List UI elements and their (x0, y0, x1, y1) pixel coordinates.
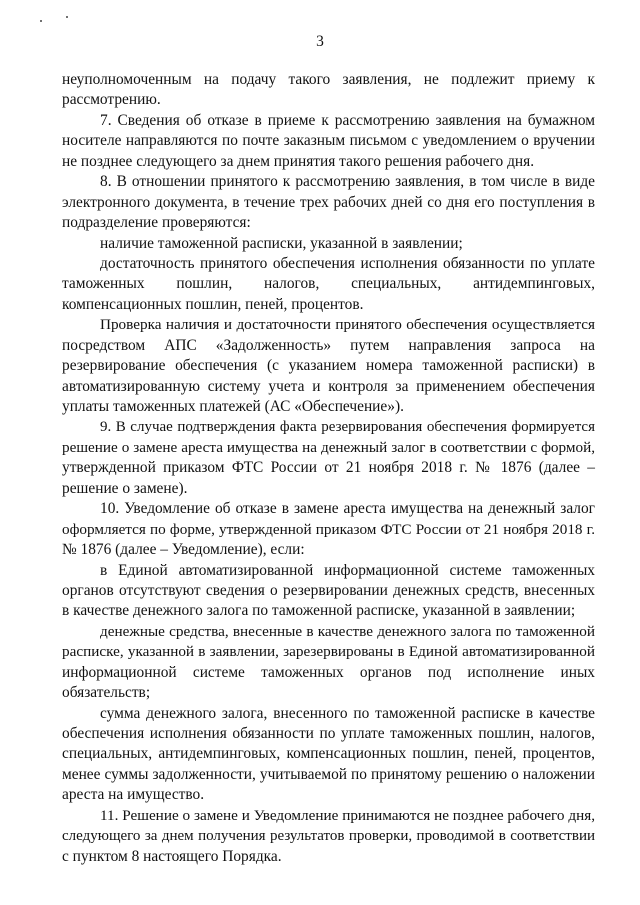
text-line: подразделение проверяются: (62, 214, 251, 232)
text-line: ареста на имущество. (62, 786, 205, 804)
text-line: обеспечения исполнения обязанности по уплате таможенных пошлин, налогов, (62, 725, 595, 742)
document-body (62, 70, 595, 867)
text-line: денежные средства, внесенные в качестве денежного залога по таможенной (100, 622, 595, 640)
text-line: обязательств; (62, 684, 151, 702)
text-line: таможенных пошлин, налогов, специальных, антидемпинговых, (62, 275, 595, 293)
text-line: автоматизированную систему учета и контроля за применением обеспечения (62, 377, 595, 395)
text-line: № 1876 (далее – Уведомление), если: (62, 541, 305, 559)
text-line: неуполномоченным на подачу такого заявления, не подлежит приему к (62, 71, 595, 88)
text-line: сумма денежного залога, внесенного по таможенной расписке в качестве (100, 704, 595, 722)
text-line: следующего за днем получения результатов проверки, проводимой в соответствии (62, 828, 595, 845)
text-line: не позднее следующего за днем принятия такого решения рабочего дня. (62, 152, 535, 170)
page-number: 3 (316, 33, 324, 50)
text-line: решение о замене ареста имущества на денежный залог в соответствии с формой, (62, 438, 595, 456)
text-line: решение о замене). (62, 479, 188, 497)
text-line: Проверка наличия и достаточности принятого обеспечения осуществляется (100, 316, 595, 334)
text-line: уплаты таможенных платежей (АС «Обеспечение»). (62, 398, 404, 415)
text-line: 10. Уведомление об отказе в замене ареста имущества на денежный залог (100, 500, 595, 518)
text-line: органов отсутствуют сведения о резервировании денежных средств, внесенных (62, 581, 595, 599)
text-line: в качестве денежного залога по таможенной расписке, указанной в заявлении; (62, 602, 576, 620)
scan-speck (40, 20, 42, 22)
text-line: утвержденной приказом ФТС России от 21 ноября 2018 г. № 1876 (далее – (62, 459, 595, 477)
text-line: посредством АПС «Задолженность» путем направления запроса на (62, 336, 595, 354)
text-line: с пунктом 8 настоящего Порядка. (62, 847, 282, 865)
scan-speck (66, 16, 68, 18)
text-line: менее суммы задолженности, учитываемой по принятому решению о наложении (62, 765, 595, 783)
text-line: электронного документа, в течение трех рабочих дней со дня его поступления в (62, 193, 595, 211)
text-line: компенсационных пошлин, пеней, процентов. (62, 295, 364, 313)
text-line: в Единой автоматизированной информационной системе таможенных (100, 561, 595, 579)
text-line: достаточность принятого обеспечения исполнения обязанности по уплате (100, 254, 595, 272)
text-line: оформляется по форме, утвержденной приказом ФТС России от 21 ноября 2018 г. (62, 520, 595, 538)
text-line: резервирование обеспечения (с указанием номера таможенной расписки) в (62, 357, 595, 375)
text-line: 7. Сведения об отказе в приеме к рассмотрению заявления на бумажном (100, 111, 595, 129)
text-line: рассмотрению. (62, 91, 161, 109)
text-line: 9. В случае подтверждения факта резервирования обеспечения формируется (100, 419, 595, 436)
text-line: расписке, указанной в заявлении, зарезервированы в Единой автоматизированной (62, 643, 595, 661)
text-line: информационной системе таможенных органов под исполнение иных (62, 663, 595, 681)
text-line: носителе направляются по почте заказным письмом с уведомлением о вручении (62, 132, 595, 150)
text-line: 8. В отношении принятого к рассмотрению заявления, в том числе в виде (100, 173, 595, 191)
text-line: специальных, антидемпинговых, компенсационных пошлин, пеней, процентов, (62, 745, 595, 763)
text-line: наличие таможенной расписки, указанной в заявлении; (100, 234, 463, 252)
text-line: 11. Решение о замене и Уведомление принимаются не позднее рабочего дня, (100, 806, 595, 824)
